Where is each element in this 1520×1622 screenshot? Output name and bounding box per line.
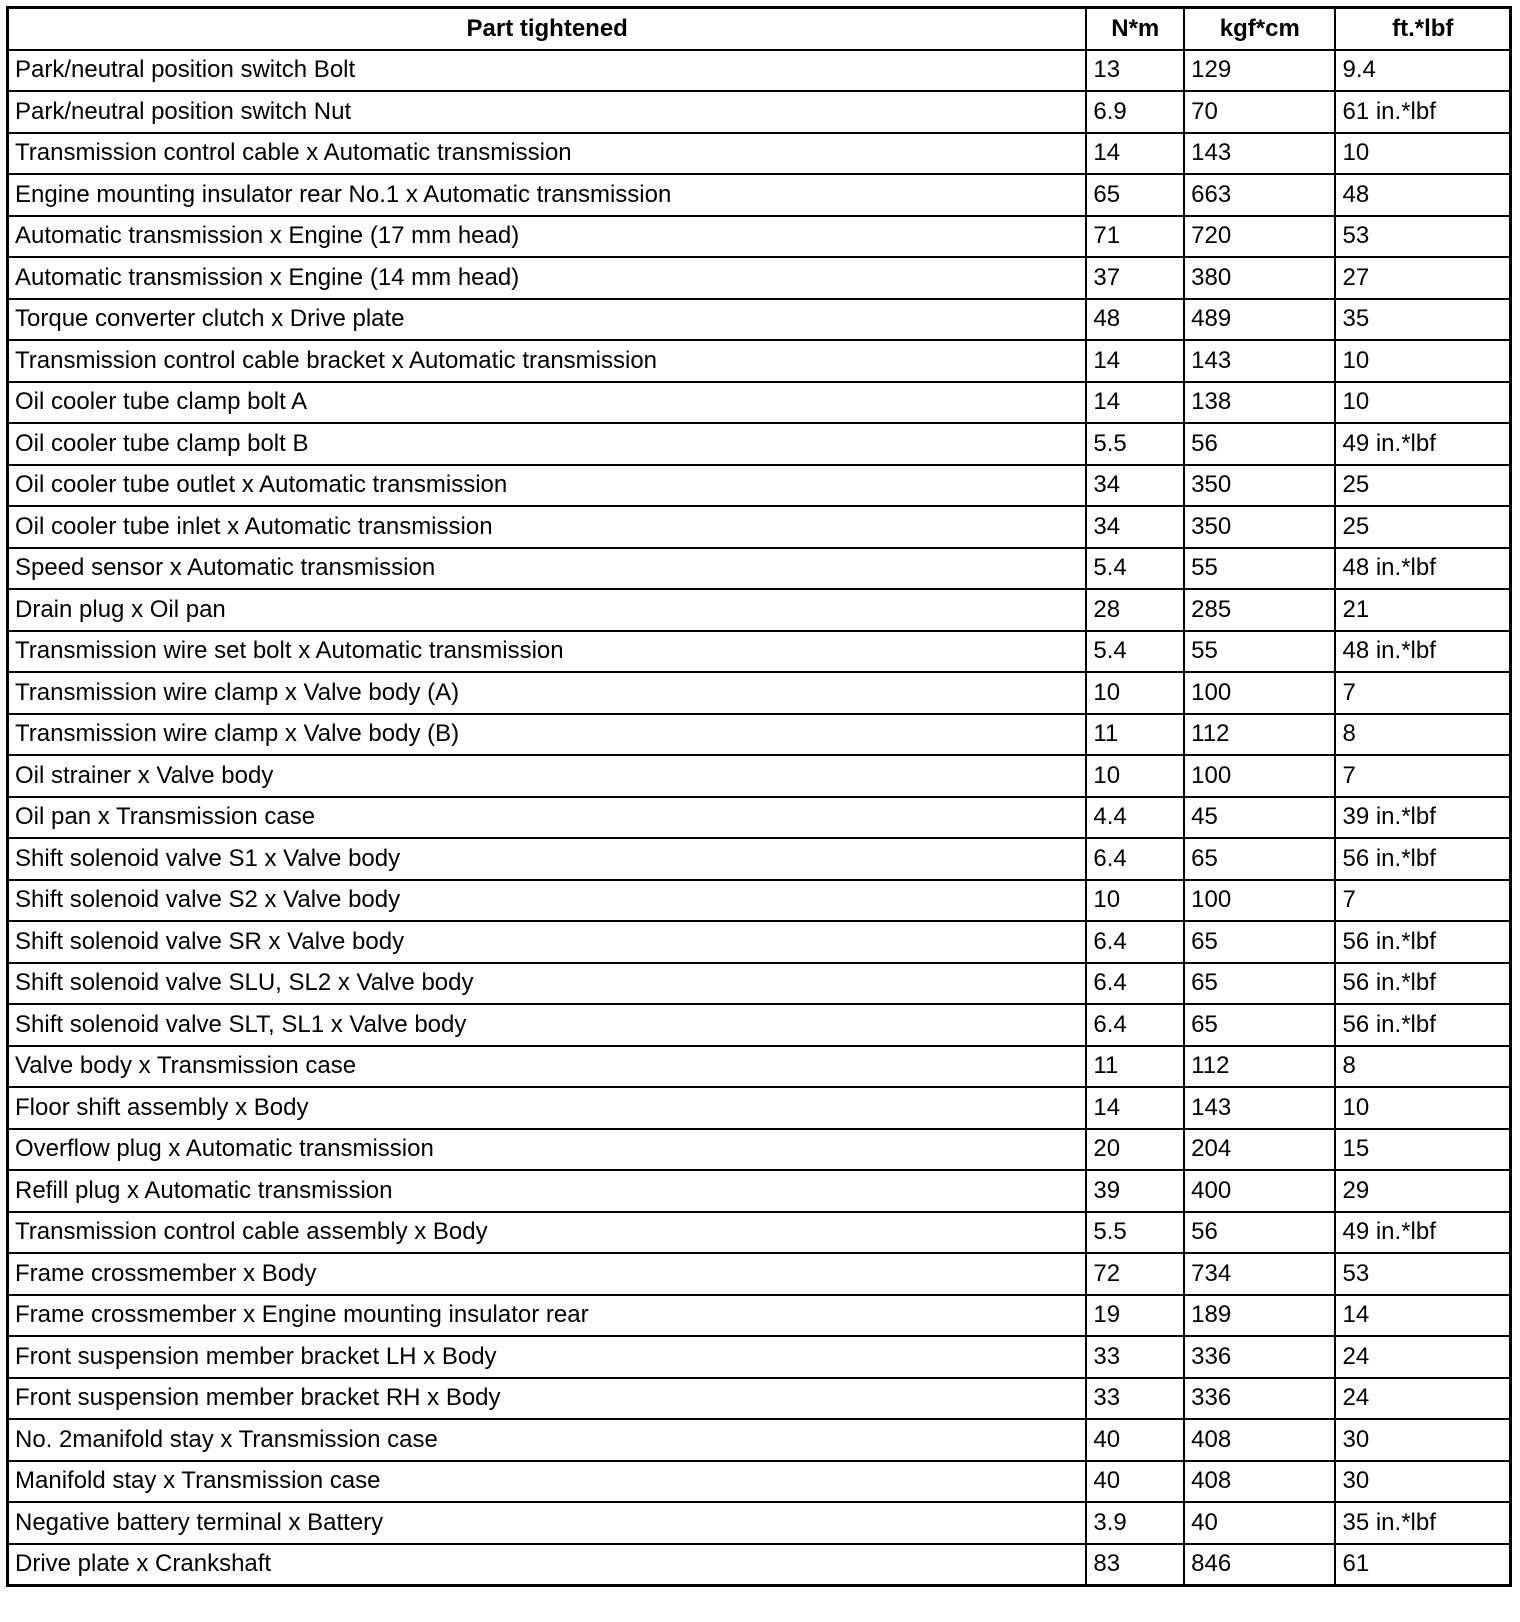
cell-newton-meter: 11	[1086, 714, 1184, 756]
table-row	[8, 299, 1511, 341]
cell-part-tightened: Park/neutral position switch Bolt	[8, 50, 1087, 92]
cell-part-tightened: Automatic transmission x Engine (14 mm head)	[8, 257, 1087, 299]
table-row	[8, 714, 1511, 756]
cell-kgf-cm: 112	[1184, 714, 1335, 756]
table-row	[8, 50, 1511, 92]
table-row	[8, 1170, 1511, 1212]
cell-newton-meter: 6.4	[1086, 921, 1184, 963]
cell-newton-meter: 14	[1086, 133, 1184, 175]
cell-kgf-cm: 100	[1184, 755, 1335, 797]
table-row	[8, 631, 1511, 673]
table-row	[8, 1461, 1511, 1503]
cell-newton-meter: 40	[1086, 1419, 1184, 1461]
cell-part-tightened: Oil pan x Transmission case	[8, 797, 1087, 839]
cell-newton-meter: 14	[1086, 382, 1184, 424]
cell-newton-meter: 83	[1086, 1544, 1184, 1586]
table-row	[8, 1129, 1511, 1171]
table-row	[8, 1419, 1511, 1461]
cell-ft-lbf: 27	[1335, 257, 1510, 299]
cell-newton-meter: 6.4	[1086, 1004, 1184, 1046]
cell-kgf-cm: 56	[1184, 423, 1335, 465]
cell-part-tightened: Oil cooler tube inlet x Automatic transmission	[8, 506, 1087, 548]
cell-ft-lbf: 48 in.*lbf	[1335, 631, 1510, 673]
cell-newton-meter: 33	[1086, 1378, 1184, 1420]
cell-part-tightened: Shift solenoid valve S2 x Valve body	[8, 880, 1087, 922]
cell-part-tightened: Shift solenoid valve SLT, SL1 x Valve body	[8, 1004, 1087, 1046]
table-row	[8, 921, 1511, 963]
cell-part-tightened: Transmission wire set bolt x Automatic transmission	[8, 631, 1087, 673]
table-row	[8, 216, 1511, 258]
cell-ft-lbf: 9.4	[1335, 50, 1510, 92]
cell-newton-meter: 28	[1086, 589, 1184, 631]
cell-newton-meter: 5.4	[1086, 548, 1184, 590]
cell-part-tightened: Oil cooler tube clamp bolt B	[8, 423, 1087, 465]
cell-ft-lbf: 24	[1335, 1336, 1510, 1378]
cell-part-tightened: Engine mounting insulator rear No.1 x Automatic transmission	[8, 174, 1087, 216]
cell-kgf-cm: 138	[1184, 382, 1335, 424]
cell-part-tightened: Shift solenoid valve SR x Valve body	[8, 921, 1087, 963]
cell-ft-lbf: 8	[1335, 1046, 1510, 1088]
cell-kgf-cm: 350	[1184, 465, 1335, 507]
cell-ft-lbf: 53	[1335, 216, 1510, 258]
cell-part-tightened: Torque converter clutch x Drive plate	[8, 299, 1087, 341]
table-row	[8, 1544, 1511, 1586]
cell-kgf-cm: 380	[1184, 257, 1335, 299]
cell-newton-meter: 48	[1086, 299, 1184, 341]
cell-kgf-cm: 408	[1184, 1419, 1335, 1461]
cell-kgf-cm: 489	[1184, 299, 1335, 341]
table-row	[8, 1087, 1511, 1129]
table-row	[8, 1212, 1511, 1254]
cell-newton-meter: 34	[1086, 465, 1184, 507]
cell-ft-lbf: 35	[1335, 299, 1510, 341]
cell-kgf-cm: 720	[1184, 216, 1335, 258]
cell-ft-lbf: 56 in.*lbf	[1335, 963, 1510, 1005]
cell-part-tightened: Transmission control cable assembly x Body	[8, 1212, 1087, 1254]
cell-kgf-cm: 846	[1184, 1544, 1335, 1586]
cell-kgf-cm: 55	[1184, 631, 1335, 673]
cell-ft-lbf: 61 in.*lbf	[1335, 91, 1510, 133]
cell-ft-lbf: 35 in.*lbf	[1335, 1502, 1510, 1544]
cell-kgf-cm: 189	[1184, 1295, 1335, 1337]
table-row	[8, 133, 1511, 175]
cell-ft-lbf: 30	[1335, 1461, 1510, 1503]
cell-part-tightened: Front suspension member bracket RH x Body	[8, 1378, 1087, 1420]
cell-newton-meter: 3.9	[1086, 1502, 1184, 1544]
cell-kgf-cm: 100	[1184, 672, 1335, 714]
cell-newton-meter: 40	[1086, 1461, 1184, 1503]
cell-kgf-cm: 55	[1184, 548, 1335, 590]
cell-part-tightened: Valve body x Transmission case	[8, 1046, 1087, 1088]
header-part-tightened: Part tightened	[8, 8, 1087, 50]
table-body	[8, 50, 1511, 1586]
cell-part-tightened: Oil strainer x Valve body	[8, 755, 1087, 797]
cell-kgf-cm: 65	[1184, 921, 1335, 963]
table-row	[8, 548, 1511, 590]
cell-ft-lbf: 10	[1335, 1087, 1510, 1129]
table-row	[8, 1253, 1511, 1295]
cell-ft-lbf: 7	[1335, 755, 1510, 797]
cell-ft-lbf: 49 in.*lbf	[1335, 1212, 1510, 1254]
cell-newton-meter: 10	[1086, 880, 1184, 922]
cell-ft-lbf: 48 in.*lbf	[1335, 548, 1510, 590]
cell-ft-lbf: 25	[1335, 465, 1510, 507]
table-row	[8, 382, 1511, 424]
cell-newton-meter: 5.5	[1086, 423, 1184, 465]
cell-kgf-cm: 734	[1184, 1253, 1335, 1295]
cell-newton-meter: 5.4	[1086, 631, 1184, 673]
cell-part-tightened: Frame crossmember x Engine mounting insulator rear	[8, 1295, 1087, 1337]
cell-kgf-cm: 350	[1184, 506, 1335, 548]
cell-part-tightened: No. 2manifold stay x Transmission case	[8, 1419, 1087, 1461]
cell-ft-lbf: 24	[1335, 1378, 1510, 1420]
table-row	[8, 755, 1511, 797]
cell-newton-meter: 34	[1086, 506, 1184, 548]
table-row	[8, 589, 1511, 631]
cell-kgf-cm: 65	[1184, 963, 1335, 1005]
cell-part-tightened: Floor shift assembly x Body	[8, 1087, 1087, 1129]
table-row	[8, 1004, 1511, 1046]
cell-ft-lbf: 56 in.*lbf	[1335, 838, 1510, 880]
cell-newton-meter: 72	[1086, 1253, 1184, 1295]
cell-kgf-cm: 408	[1184, 1461, 1335, 1503]
cell-ft-lbf: 10	[1335, 340, 1510, 382]
cell-ft-lbf: 7	[1335, 672, 1510, 714]
cell-part-tightened: Overflow plug x Automatic transmission	[8, 1129, 1087, 1171]
torque-specification-table	[6, 6, 1512, 1587]
cell-kgf-cm: 143	[1184, 340, 1335, 382]
cell-newton-meter: 19	[1086, 1295, 1184, 1337]
cell-ft-lbf: 56 in.*lbf	[1335, 921, 1510, 963]
cell-part-tightened: Transmission control cable bracket x Automatic transmission	[8, 340, 1087, 382]
cell-newton-meter: 33	[1086, 1336, 1184, 1378]
cell-newton-meter: 10	[1086, 672, 1184, 714]
table-row	[8, 1295, 1511, 1337]
table-row	[8, 1378, 1511, 1420]
cell-part-tightened: Frame crossmember x Body	[8, 1253, 1087, 1295]
cell-ft-lbf: 61	[1335, 1544, 1510, 1586]
cell-kgf-cm: 336	[1184, 1378, 1335, 1420]
cell-newton-meter: 6.9	[1086, 91, 1184, 133]
table-row	[8, 465, 1511, 507]
cell-part-tightened: Oil cooler tube clamp bolt A	[8, 382, 1087, 424]
cell-ft-lbf: 14	[1335, 1295, 1510, 1337]
cell-kgf-cm: 400	[1184, 1170, 1335, 1212]
cell-ft-lbf: 8	[1335, 714, 1510, 756]
cell-part-tightened: Negative battery terminal x Battery	[8, 1502, 1087, 1544]
table-row	[8, 838, 1511, 880]
cell-part-tightened: Shift solenoid valve SLU, SL2 x Valve body	[8, 963, 1087, 1005]
cell-ft-lbf: 10	[1335, 133, 1510, 175]
table-row	[8, 506, 1511, 548]
cell-part-tightened: Oil cooler tube outlet x Automatic transmission	[8, 465, 1087, 507]
table-row	[8, 257, 1511, 299]
table-row	[8, 797, 1511, 839]
cell-newton-meter: 37	[1086, 257, 1184, 299]
cell-kgf-cm: 112	[1184, 1046, 1335, 1088]
cell-newton-meter: 20	[1086, 1129, 1184, 1171]
cell-ft-lbf: 39 in.*lbf	[1335, 797, 1510, 839]
cell-ft-lbf: 53	[1335, 1253, 1510, 1295]
cell-newton-meter: 5.5	[1086, 1212, 1184, 1254]
cell-ft-lbf: 7	[1335, 880, 1510, 922]
cell-kgf-cm: 65	[1184, 838, 1335, 880]
header-ft-lbf: ft.*lbf	[1335, 8, 1510, 50]
cell-newton-meter: 14	[1086, 340, 1184, 382]
table-header-row	[8, 8, 1511, 50]
cell-newton-meter: 4.4	[1086, 797, 1184, 839]
table-row	[8, 1046, 1511, 1088]
cell-kgf-cm: 129	[1184, 50, 1335, 92]
cell-kgf-cm: 285	[1184, 589, 1335, 631]
cell-kgf-cm: 45	[1184, 797, 1335, 839]
table-row	[8, 91, 1511, 133]
table-row	[8, 963, 1511, 1005]
cell-kgf-cm: 204	[1184, 1129, 1335, 1171]
cell-part-tightened: Refill plug x Automatic transmission	[8, 1170, 1087, 1212]
cell-newton-meter: 11	[1086, 1046, 1184, 1088]
cell-kgf-cm: 70	[1184, 91, 1335, 133]
cell-ft-lbf: 21	[1335, 589, 1510, 631]
cell-newton-meter: 65	[1086, 174, 1184, 216]
cell-kgf-cm: 100	[1184, 880, 1335, 922]
cell-newton-meter: 6.4	[1086, 838, 1184, 880]
cell-part-tightened: Drive plate x Crankshaft	[8, 1544, 1087, 1586]
cell-part-tightened: Transmission wire clamp x Valve body (A)	[8, 672, 1087, 714]
cell-newton-meter: 13	[1086, 50, 1184, 92]
cell-part-tightened: Park/neutral position switch Nut	[8, 91, 1087, 133]
cell-part-tightened: Transmission wire clamp x Valve body (B)	[8, 714, 1087, 756]
table-row	[8, 1502, 1511, 1544]
table-row	[8, 1336, 1511, 1378]
cell-ft-lbf: 10	[1335, 382, 1510, 424]
cell-ft-lbf: 49 in.*lbf	[1335, 423, 1510, 465]
cell-kgf-cm: 56	[1184, 1212, 1335, 1254]
table-row	[8, 174, 1511, 216]
cell-part-tightened: Transmission control cable x Automatic transmission	[8, 133, 1087, 175]
cell-kgf-cm: 65	[1184, 1004, 1335, 1046]
table-row	[8, 423, 1511, 465]
cell-newton-meter: 71	[1086, 216, 1184, 258]
cell-ft-lbf: 25	[1335, 506, 1510, 548]
cell-part-tightened: Shift solenoid valve S1 x Valve body	[8, 838, 1087, 880]
cell-kgf-cm: 143	[1184, 133, 1335, 175]
cell-newton-meter: 39	[1086, 1170, 1184, 1212]
cell-ft-lbf: 30	[1335, 1419, 1510, 1461]
cell-ft-lbf: 15	[1335, 1129, 1510, 1171]
cell-kgf-cm: 663	[1184, 174, 1335, 216]
cell-newton-meter: 10	[1086, 755, 1184, 797]
table-row	[8, 880, 1511, 922]
cell-part-tightened: Drain plug x Oil pan	[8, 589, 1087, 631]
cell-newton-meter: 14	[1086, 1087, 1184, 1129]
header-kgf-cm: kgf*cm	[1184, 8, 1335, 50]
table-row	[8, 672, 1511, 714]
table-row	[8, 340, 1511, 382]
cell-kgf-cm: 336	[1184, 1336, 1335, 1378]
header-newton-meter: N*m	[1086, 8, 1184, 50]
cell-kgf-cm: 143	[1184, 1087, 1335, 1129]
cell-kgf-cm: 40	[1184, 1502, 1335, 1544]
cell-part-tightened: Automatic transmission x Engine (17 mm head)	[8, 216, 1087, 258]
cell-part-tightened: Speed sensor x Automatic transmission	[8, 548, 1087, 590]
cell-part-tightened: Manifold stay x Transmission case	[8, 1461, 1087, 1503]
cell-ft-lbf: 29	[1335, 1170, 1510, 1212]
cell-newton-meter: 6.4	[1086, 963, 1184, 1005]
cell-part-tightened: Front suspension member bracket LH x Body	[8, 1336, 1087, 1378]
cell-ft-lbf: 48	[1335, 174, 1510, 216]
cell-ft-lbf: 56 in.*lbf	[1335, 1004, 1510, 1046]
